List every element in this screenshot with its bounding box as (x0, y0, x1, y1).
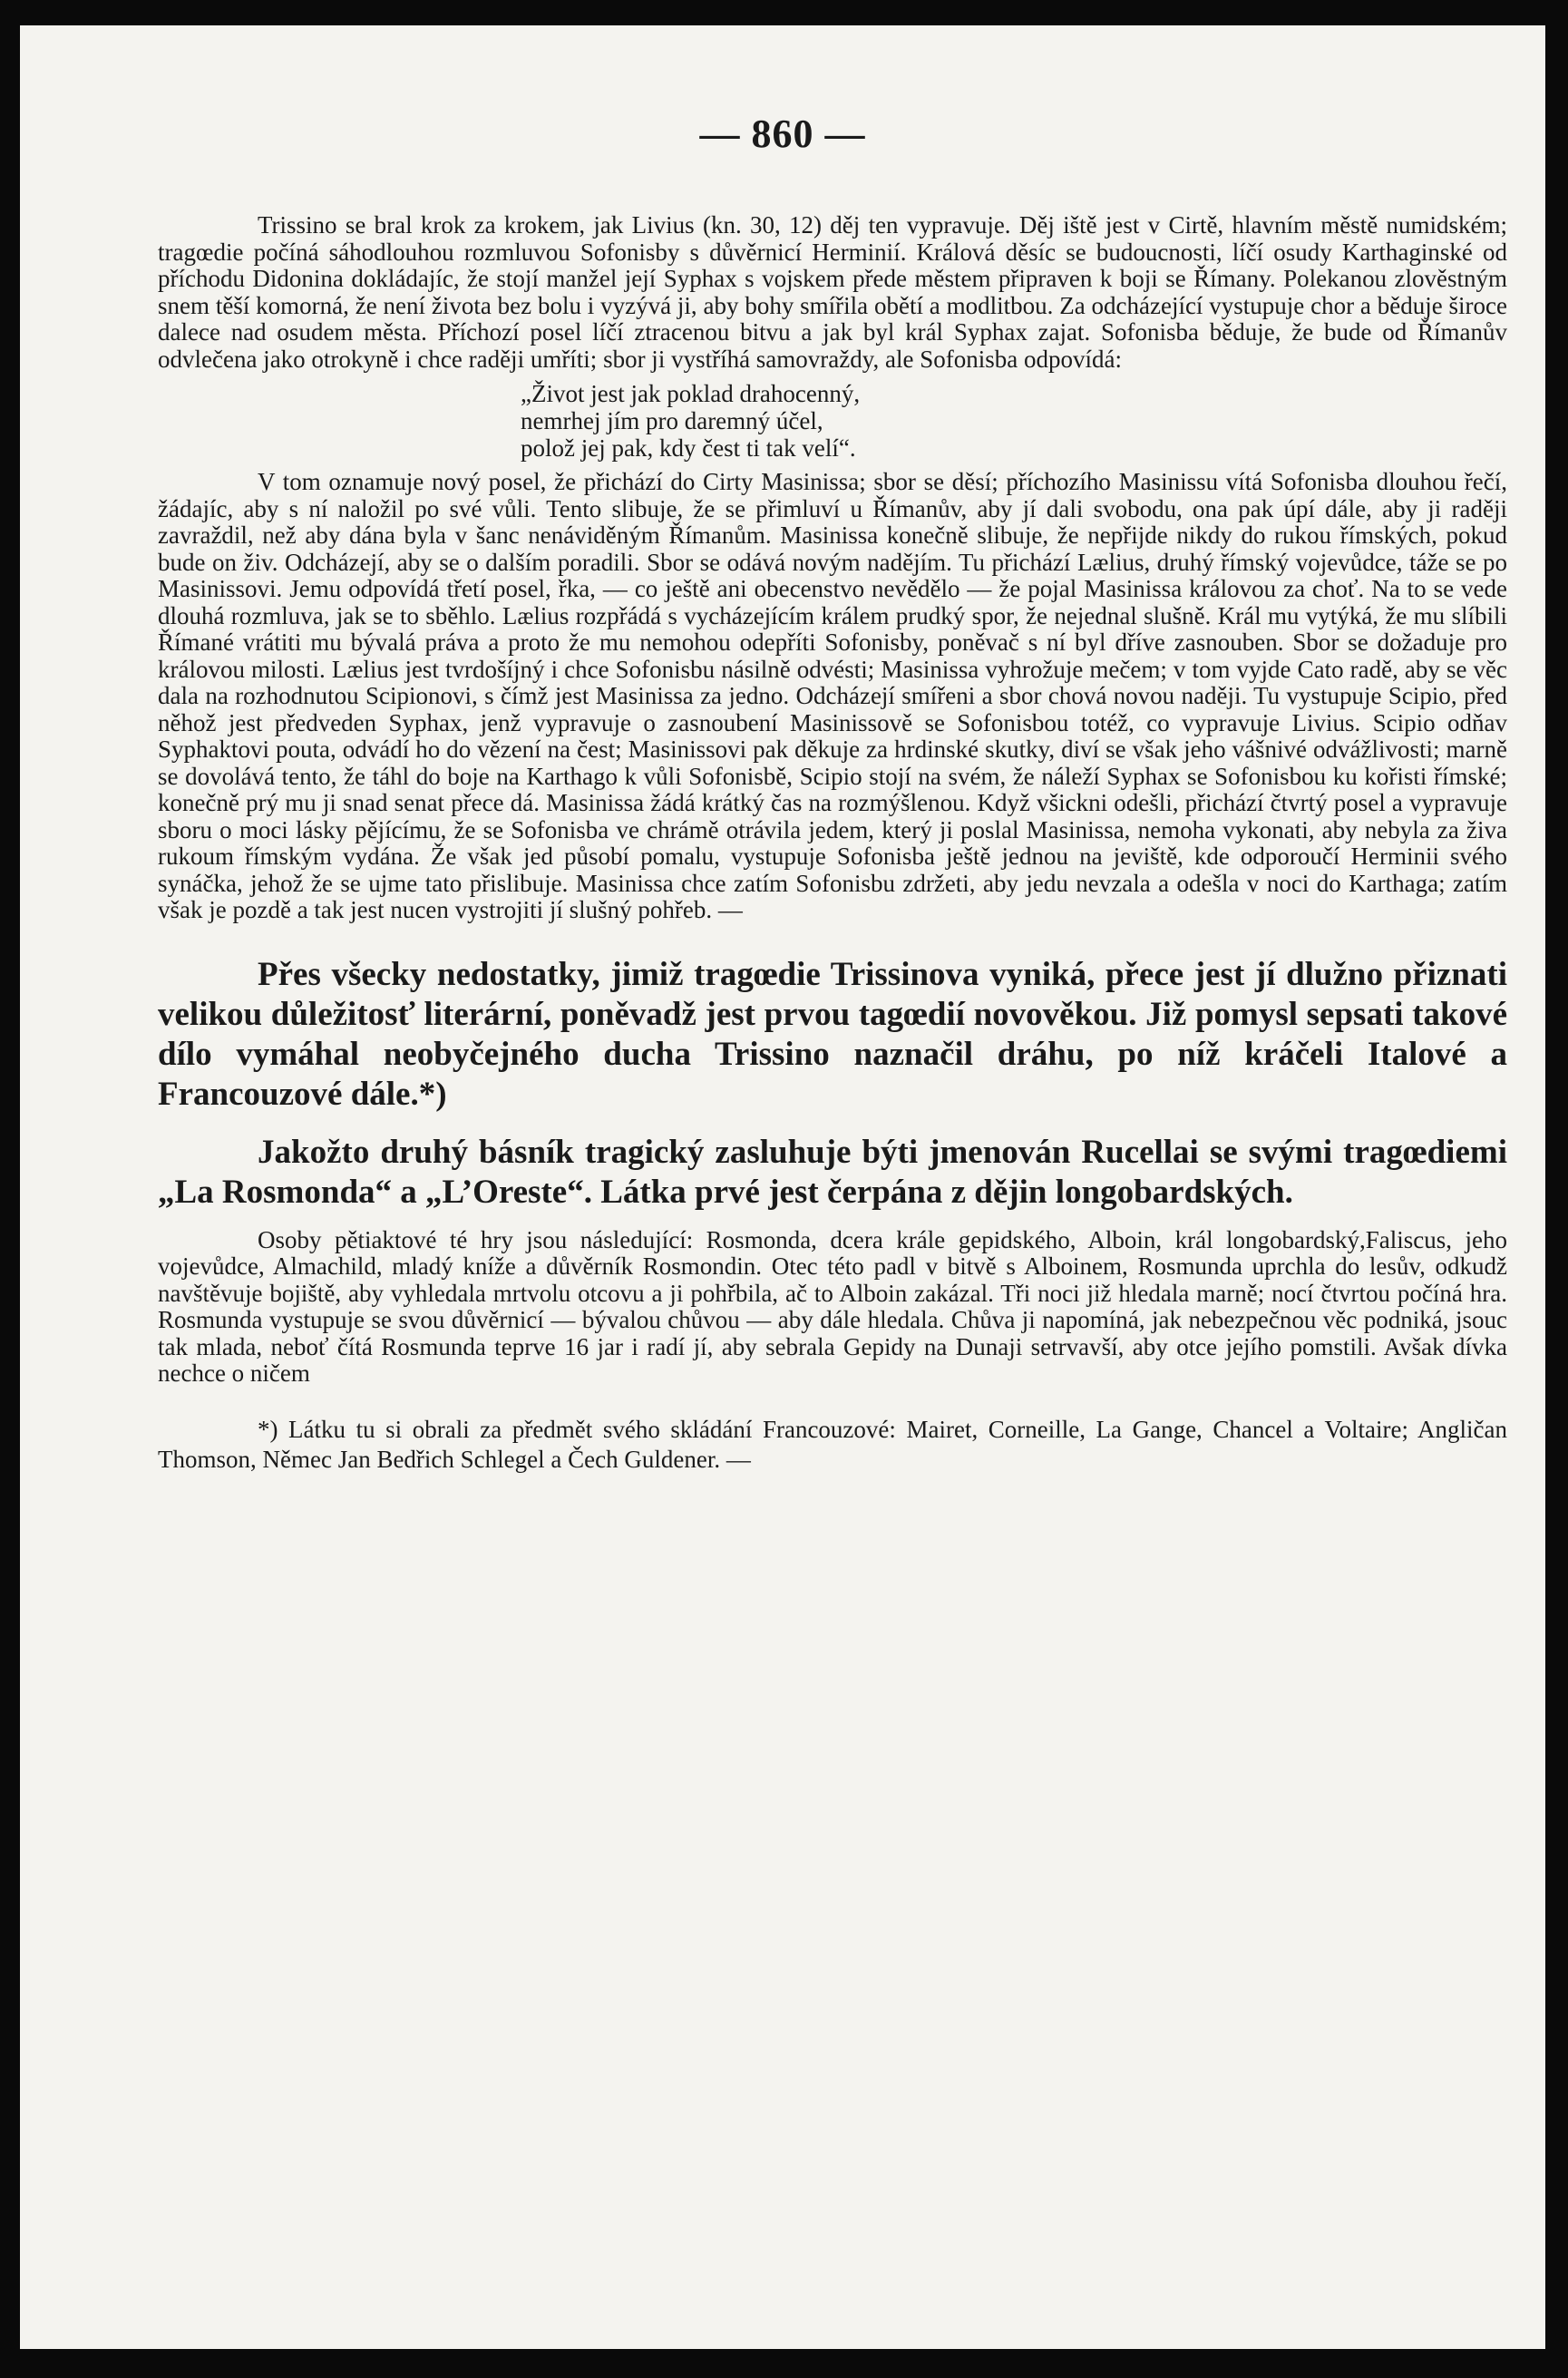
paragraph-assessment: Přes všecky nedostatky, jimiž tragœdie Trissinova vyniká, přece jest jí dlužno přiznati velikou důležitosť literární, poněvadž jest prvou tagœdií novověkou. Již pomysl sepsati takové dílo vymáhal neobyčejného ducha Trissino naznačil dráhu, po níž kráčeli Italové a Francouzové dále.*) (158, 955, 1507, 1113)
page-content (158, 212, 1507, 1475)
paragraph-rucellai: Jakožto druhý básník tragický zasluhuje býti jmenován Rucellai se svými tragœdiemi „La Rosmonda“ a „L’Oreste“. Látka prvé jest čerpána z dějin longobardských. (158, 1133, 1507, 1211)
paragraph-trissino-plot: Trissino se bral krok za krokem, jak Livius (kn. 30, 12) děj ten vypravuje. Děj iště jest v Cirtě, hlavním městě numidském; tragœdie počíná sáhodlouhou rozmluvou Sofonisby s důvěrnicí Herminií. Králová děsíc se budoucnosti, líčí osudy Karthaginské od příchodu Didonina dokládajíc, že stojí manžel její Syphax s vojskem přede městem připraven k boji se Římany. Polekanou zlověstným snem těší komorná, že není života bez bolu i vyzývá ji, aby bohy smířila obětí a modlitbou. Za odcházející vystupuje chor a běduje široce dalece nad osudem města. Příchozí posel líčí ztracenou bitvu a jak byl král Syphax zajat. Sofonisba běduje, že bude od Římanův odvlečena jako otrokyně i chce raději umříti; sbor ji vystříhá samovraždy, ale Sofonisba odpovídá: (158, 211, 1507, 373)
verse-line: „Život jest jak poklad drahocenný, (521, 380, 861, 407)
paragraph-rosmonda: Osoby pětiaktové té hry jsou následující: Rosmonda, dcera krále gepidského, Alboin, král longobardský,Faliscus, jeho vojevůdce, Almachild, mladý kníže a důvěrník Rosmondin. Otec této padl v bitvě s Alboinem, Rosmunda uprchla do lesův, odkudž navštěvuje bojiště, aby vyhledala mrtvolu otcovu a ji pohřbila, ač to Alboin zakázal. Tři noci již hledala marně; nocí čtvrtou počíná hra. Rosmunda vystupuje se svou důvěrnicí — bývalou chůvou — aby dále hledala. Chůva ji napomíná, jak nebezpečnou věc podniká, jsouc tak mlada, neboť čítá Rosmunda teprve 16 jar i radí jí, aby sebrala Gepidy na Dunaji setrvavší, aby otce jejího pomstili. Avšak dívka nechce o ničem (158, 1225, 1507, 1387)
verse-line: nemrhej jím pro daremný účel, (521, 407, 823, 434)
quoted-verse (521, 380, 1507, 462)
verse-line: polož jej pak, kdy čest ti tak velí“. (521, 434, 856, 462)
book-page (20, 25, 1545, 2349)
paragraph-masinissa: V tom oznamuje nový posel, že přichází do Cirty Masinissa; sbor se děsí; příchozího Masinissu vítá Sofonisba dlouhou řečí, žádajíc, aby s ní naložil po své vůli. Tento slibuje, že se přimluví u Římanův, aby jí dali svobodu, ona pak úpí dále, aby ji raději zavraždil, než aby dána byla v šanc nenáviděným Římanům. Masinissa konečně slibuje, že nepřijde nikdy do rukou římských, pokud bude on živ. Odcházejí, aby se o dalším poradili. Sbor se odává novým nadějím. Tu přichází Lælius, druhý římský vojevůdce, táže se po Masinissovi. Jemu odpovídá třetí posel, řka, — co ještě ani obecenstvo nevědělo — že pojal Masinissa královou za choť. Na to se vede dlouhá rozmluva, jak se to sběhlo. Lælius rozpřádá s vycházejícím králem prudký spor, že nejednal slušně. Král mu vytýká, že mu slíbili Římané vrátiti mu bývalá práva a proto že mu nemohou odepříti Sofonisby, poněvač s ní byl dříve zasnouben. Sbor se dožaduje pro královou milosti. Lælius jest tvrdošíjný i chce Sofonisbu násilně odvésti; Masinissa vyhrožuje mečem; v tom vyjde Cato radě, aby se věc dala na rozhodnutou Scipionovi, s čímž jest Masinissa za jedno. Odcházejí smířeni a sbor chová novou naději. Tu vystupuje Scipio, před něhož jest předveden Syphax, jenž vypravuje o zasnoubení Masinissově se Sofonisbou totéž, co vypravuje Livius. Scipio odňav Syphaktovi pouta, odvádí ho do vězení na čest; Masinissovi pak děkuje za hrdinské skutky, diví se však jeho vášnivé odvážlivosti; marně se dovolává tento, že táhl do boje na Karthago k vůli Sofonisbě, Scipio stojí na svém, že náleží Syphax se Sofonisbou ku kořisti římské; konečně prý mu ji snad senat přece dá. Masinissa žádá krátký čas na rozmýšlenou. Když všickni odešli, přichází čtvrtý posel a vypravuje sboru o moci lásky pějícímu, že se Sofonisba ve chrámě otrávila jedem, který ji poslal Masinissa, nemoha vykonati, aby nebyla za živa rukoum římským vydána. Že však jed působí pomalu, vystupuje Sofonisba ještě jednou na jeviště, kde odporoučí Herminii svého synáčka, jehož že se ujme tato přislibuje. Masinissa chce zatím Sofonisbu zdržeti, aby jedu nevzala a odešla v noci do Karthaga; zatím však je pozdě a tak jest nucen vystrojiti jí slušný pohřeb. — (158, 468, 1507, 923)
footnote: *) Látku tu si obrali za předmět svého skládání Francouzové: Mairet, Corneille, La Gange, Chancel a Voltaire; Angličan Thomson, Němec Jan Bedřich Schlegel a Čech Guldener. — (158, 1415, 1507, 1473)
page-number: — 860 — (699, 112, 866, 156)
